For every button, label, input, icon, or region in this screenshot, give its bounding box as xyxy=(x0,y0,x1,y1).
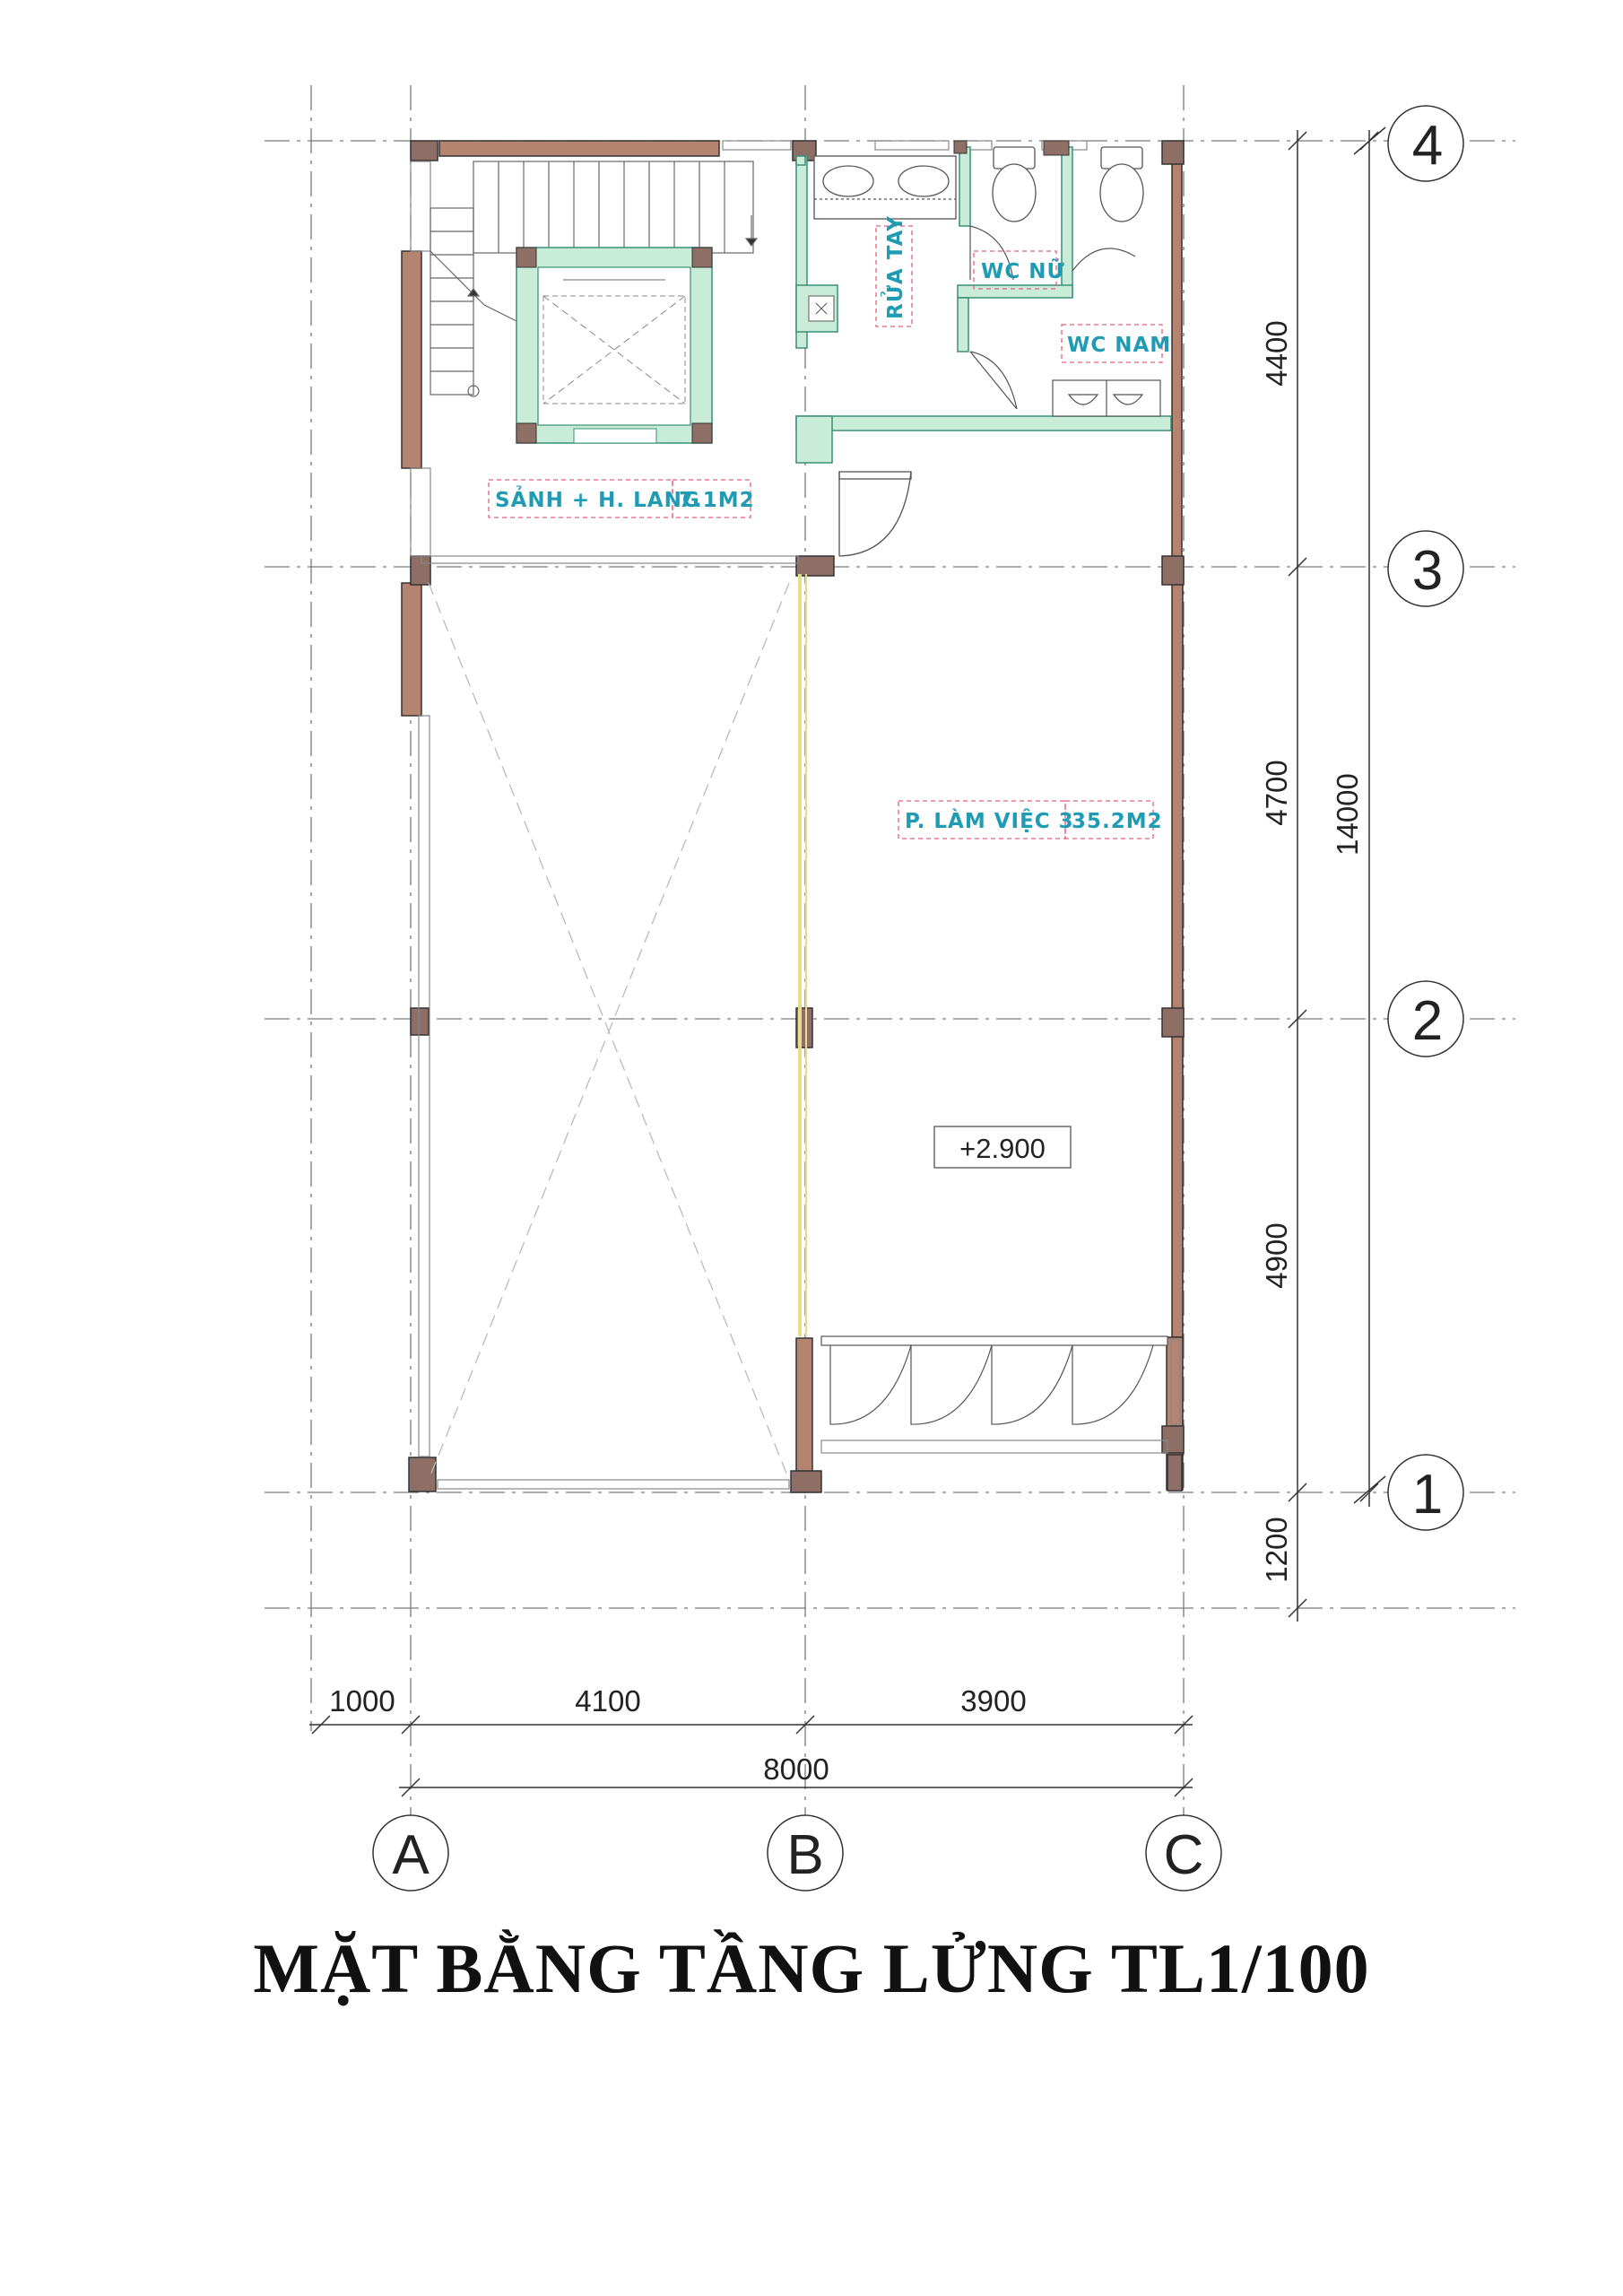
elevator-core xyxy=(516,248,712,443)
wash-label: RỬA TAY xyxy=(884,215,907,319)
dim-4100: 4100 xyxy=(575,1684,641,1718)
top-wall xyxy=(439,141,719,156)
floor-drain-icon xyxy=(809,296,834,321)
wall-b-bottom xyxy=(796,1338,812,1485)
wc-male-label: WC NAM xyxy=(1067,334,1172,357)
drawing-title: MẶT BẰNG TẦNG LỬNG TL1/100 xyxy=(253,1929,1370,2007)
room-label-wash xyxy=(876,215,912,326)
grid-label-2: 2 xyxy=(1411,990,1444,1052)
dim-1200: 1200 xyxy=(1260,1517,1293,1583)
folding-doors xyxy=(821,1336,1167,1424)
grid-bubbles-rows xyxy=(1354,106,1463,1530)
left-wall-mid xyxy=(402,583,421,716)
wash-basins xyxy=(814,156,956,219)
vertical-dimension-lines xyxy=(1289,130,1378,1622)
dim-3900: 3900 xyxy=(960,1684,1027,1718)
grid-label-3: 3 xyxy=(1411,540,1444,602)
horizontal-dimension-lines xyxy=(309,1716,1193,1796)
room-label-wc-female xyxy=(974,251,1065,289)
office-label: P. LÀM VIỆC 3 xyxy=(905,810,1074,833)
dim-1000: 1000 xyxy=(329,1684,395,1718)
room-label-lobby xyxy=(489,480,755,517)
lobby-area-label: 7.1M2 xyxy=(679,489,755,512)
dim-4400: 4400 xyxy=(1260,320,1293,387)
axis-grid-lines xyxy=(265,85,1515,1866)
left-wall-upper xyxy=(402,251,421,468)
right-wall xyxy=(1172,152,1182,567)
dim-14000: 14000 xyxy=(1331,773,1364,856)
wc-female-label: WC NỮ xyxy=(981,260,1065,283)
grid-label-c: C xyxy=(1163,1824,1204,1886)
grid-col-labels xyxy=(392,1824,1203,1886)
right-wall-lower xyxy=(1172,581,1183,1337)
void-cross xyxy=(429,583,789,1480)
grid-label-b: B xyxy=(786,1824,824,1886)
grid-label-1: 1 xyxy=(1411,1464,1444,1526)
dim-8000: 8000 xyxy=(763,1752,829,1786)
dim-4700: 4700 xyxy=(1260,760,1293,826)
level-label: +2.900 xyxy=(959,1133,1046,1164)
dim-4900: 4900 xyxy=(1260,1222,1293,1289)
room-label-wc-male xyxy=(1062,325,1171,362)
office-door xyxy=(839,472,911,556)
grid-label-4: 4 xyxy=(1411,115,1444,177)
horizontal-dimension-texts xyxy=(329,1684,1026,1786)
room-label-office xyxy=(898,801,1163,839)
urinal-icons xyxy=(1053,380,1160,416)
grid-row-labels xyxy=(1412,115,1443,1526)
level-marker xyxy=(934,1126,1071,1168)
lobby-label: SẢNH + H. LANG xyxy=(495,489,700,512)
grid-label-a: A xyxy=(392,1824,430,1886)
vertical-dimension-texts xyxy=(1260,320,1364,1582)
office-area-label: 35.2M2 xyxy=(1072,810,1163,833)
